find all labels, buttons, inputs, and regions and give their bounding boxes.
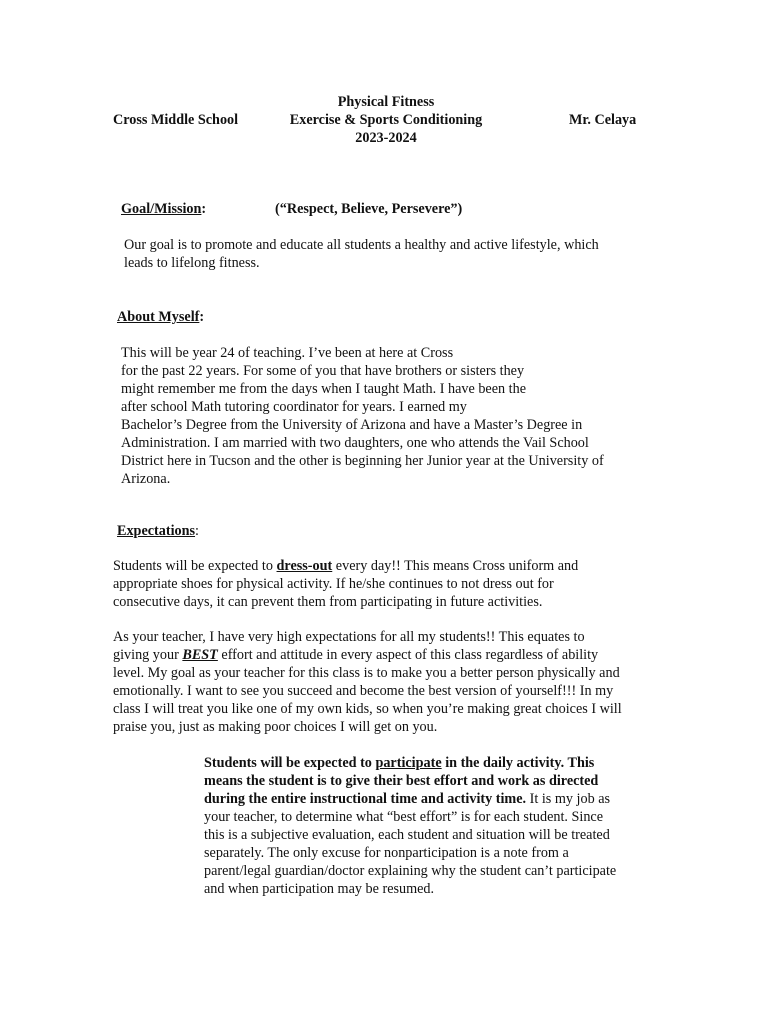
participation-plain-text: It is my job as [526,791,611,807]
participation-line: separately. The only excuse for nonparticipation is a note from a [204,845,569,861]
best-effort-line: class I will treat you like one of my own kids, so when you’re making great choices I will [113,701,622,717]
dress-out-paragraph [113,557,578,611]
participation-line: your teacher, to determine what “best effort” is for each student. Since [204,809,604,825]
about-line: after school Math tutoring coordinator for years. I earned my [121,399,467,415]
best-text-after: effort and attitude in every aspect of this class regardless of ability [217,647,599,663]
school-name: Cross Middle School [113,112,239,128]
about-heading-text: About Myself [117,309,200,325]
about-line: might remember me from the days when I taught Math. I have been the [121,381,527,397]
about-heading-colon: : [199,309,205,325]
dress-out-line: consecutive days, it can prevent them from participating in future activities. [113,594,543,610]
dress-out-line [113,557,578,575]
about-line: Administration. I am married with two daughters, one who attends the Vail School [121,435,589,451]
goal-heading-text: Goal/Mission [121,201,202,217]
best-emphasis: BEST [182,647,218,663]
participation-line: and when participation may be resumed. [204,881,435,897]
participation-line: parent/legal guardian/doctor explaining why the student can’t participate [204,863,617,879]
best-effort-paragraph [113,628,622,736]
participation-line: means the student is to give their best effort and work as directed [204,773,599,789]
best-effort-line: praise you, just as making poor choices I will get on you. [113,719,438,735]
about-text [121,344,604,488]
participation-bold-text: during the entire instructional time and activity time. [204,791,527,807]
goal-line: leads to lifelong fitness. [124,255,260,271]
participation-line: this is a subjective evaluation, each student and situation will be treated [204,827,610,843]
about-line: District here in Tucson and the other is beginning her Junior year at the University of [121,453,604,469]
best-text-before: giving your [113,647,183,663]
school-year: 2023-2024 [355,130,417,146]
dress-out-line: appropriate shoes for physical activity. If he/she continues to not dress out for [113,576,554,592]
best-effort-line: emotionally. I want to see you succeed and become the best version of yourself!!! In my [113,683,614,699]
dress-out-text-before: Students will be expected to [113,558,277,574]
participation-text-after: in the daily activity. This [441,755,595,771]
participation-paragraph [204,754,616,898]
course-title: Physical Fitness [337,94,435,110]
best-effort-line [113,646,622,664]
goal-line: Our goal is to promote and educate all students a healthy and active lifestyle, which [124,237,599,253]
best-effort-line: level. My goal as your teacher for this class is to make you a better person physically and [113,665,620,681]
about-line: Bachelor’s Degree from the University of Arizona and have a Master’s Degree in [121,417,583,433]
about-line: for the past 22 years. For some of you that have brothers or sisters they [121,363,525,379]
goal-text [124,236,664,272]
participation-text-before: Students will be expected to [204,755,376,771]
expectations-heading [117,522,199,540]
course-header [276,93,496,147]
dress-out-emphasis: dress-out [276,558,333,574]
participation-line [204,790,616,808]
best-effort-line: As your teacher, I have very high expectations for all my students!! This equates to [113,629,585,645]
about-heading [117,308,204,326]
goal-heading-colon: : [201,201,207,217]
dress-out-text-after: every day!! This means Cross uniform and [332,558,579,574]
teacher-name: Mr. Celaya [569,112,637,128]
course-subtitle: Exercise & Sports Conditioning [289,112,483,128]
expectations-heading-text: Expectations [117,523,196,539]
participation-emphasis: participate [375,755,442,771]
motto: (“Respect, Believe, Persevere”) [275,201,463,217]
expectations-heading-colon: : [195,523,199,539]
about-line: This will be year 24 of teaching. I’ve been at here at Cross [121,345,454,361]
about-line: Arizona. [121,471,171,487]
participation-line [204,754,616,772]
goal-heading [121,200,206,218]
